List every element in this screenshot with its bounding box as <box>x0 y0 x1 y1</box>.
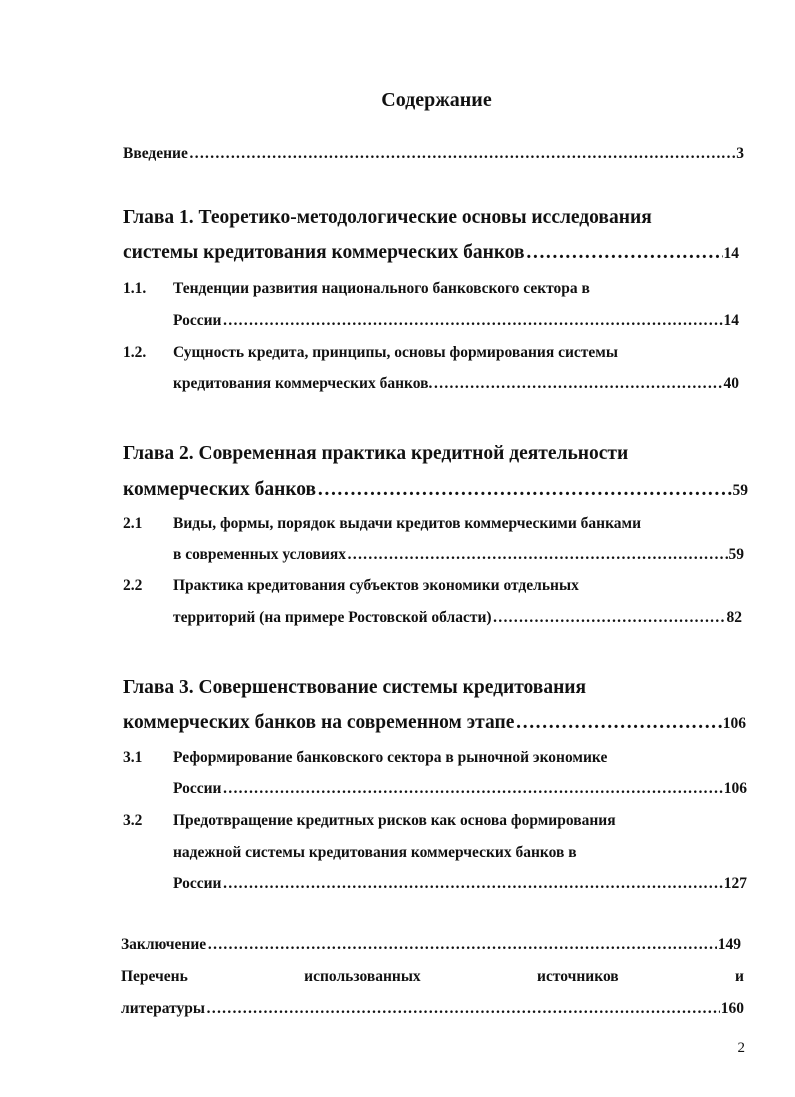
section-1-1-page: 14 <box>723 312 739 329</box>
section-2-1-page: 59 <box>728 546 744 563</box>
page-title: Содержание <box>381 89 492 111</box>
leader-dots <box>347 547 727 563</box>
section-1-2-page: 40 <box>723 375 739 392</box>
section-1-2-entry[interactable] <box>173 376 739 392</box>
chapter-1-entry[interactable] <box>123 243 739 263</box>
leader-dots <box>207 937 717 953</box>
chapter-2-page: 59 <box>732 482 748 499</box>
leader-dots <box>317 480 731 500</box>
toc-conclusion-page: 149 <box>717 936 741 953</box>
section-1-1-entry[interactable] <box>173 313 739 329</box>
toc-sources-entry[interactable] <box>121 1001 744 1017</box>
toc-sources-word-1: Перечень <box>121 968 188 985</box>
leader-dots <box>206 1001 720 1017</box>
section-3-1-number: 3.1 <box>123 749 143 766</box>
section-3-2-page: 127 <box>723 875 747 892</box>
section-2-1-number: 2.1 <box>123 515 143 532</box>
toc-conclusion-label: Заключение <box>121 936 207 953</box>
section-2-2-number: 2.2 <box>123 577 143 594</box>
toc-sources-word-2: использованных <box>304 968 421 985</box>
leader-dots <box>433 376 722 392</box>
chapter-1-title-cont: системы кредитования коммерческих банков <box>123 242 525 263</box>
toc-sources-word-3: источников <box>537 968 619 985</box>
section-3-2-title-cont: России <box>173 875 222 892</box>
chapter-3-page: 106 <box>722 715 746 732</box>
section-3-1-title-cont: России <box>173 780 222 797</box>
section-3-1-entry[interactable] <box>173 781 747 797</box>
toc-intro[interactable] <box>123 146 744 162</box>
leader-dots <box>515 713 721 733</box>
section-3-2-entry[interactable] <box>173 876 747 892</box>
chapter-1-page: 14 <box>723 245 739 262</box>
section-2-2-title-cont: территорий (на примере Ростовской области) <box>173 609 492 626</box>
toc-sources-label-cont: литературы <box>121 1000 205 1017</box>
toc-sources[interactable] <box>121 969 744 985</box>
section-3-2-title[interactable]: Предотвращение кредитных рисков как основа формирования <box>173 812 616 829</box>
toc-intro-page: …3 <box>720 145 744 162</box>
leader-dots <box>222 876 722 892</box>
chapter-1-title[interactable]: Глава 1. Теоретико-методологические основы исследования <box>123 207 652 228</box>
chapter-3-entry[interactable] <box>123 713 746 733</box>
toc-intro-label: Введение <box>123 145 188 162</box>
section-1-1-title[interactable]: Тенденции развития национального банковского сектора в <box>173 280 590 297</box>
section-3-2-number: 3.2 <box>123 812 143 829</box>
chapter-2-entry[interactable] <box>123 480 748 500</box>
leader-dots <box>189 146 720 162</box>
toc-sources-page: 160 <box>720 1000 744 1017</box>
leader-dots <box>222 313 722 329</box>
section-1-1-number: 1.1. <box>123 280 147 297</box>
toc-sources-word-4: и <box>735 968 744 985</box>
toc-conclusion[interactable] <box>121 937 741 953</box>
section-3-1-title[interactable]: Реформирование банковского сектора в рыночной экономике <box>173 749 608 766</box>
section-1-1-title-cont: России <box>173 312 222 329</box>
section-1-2-title-cont: кредитования коммерческих банков. <box>173 375 433 392</box>
leader-dots <box>222 781 722 797</box>
chapter-3-title[interactable]: Глава 3. Совершенствование системы кредитования <box>123 677 587 698</box>
chapter-3-title-cont: коммерческих банков на современном этапе <box>123 712 515 733</box>
section-2-1-title[interactable]: Виды, формы, порядок выдачи кредитов коммерческими банками <box>173 515 642 532</box>
section-3-2-title-line2[interactable]: надежной системы кредитования коммерческих банков в <box>173 844 577 861</box>
leader-dots <box>493 610 726 626</box>
chapter-2-title-cont: коммерческих банков <box>123 479 317 500</box>
page-number: 2 <box>737 1040 745 1056</box>
section-3-1-page: 106 <box>723 780 747 797</box>
section-2-1-entry[interactable] <box>173 547 744 563</box>
section-2-2-title[interactable]: Практика кредитования субъектов экономики отдельных <box>173 577 579 594</box>
section-1-2-title[interactable]: Сущность кредита, принципы, основы формирования системы <box>173 344 618 361</box>
leader-dots <box>526 243 723 263</box>
section-2-2-page: 82 <box>726 609 742 626</box>
chapter-2-title[interactable]: Глава 2. Современная практика кредитной деятельности <box>123 443 629 464</box>
section-2-1-title-cont: в современных условиях <box>173 546 347 563</box>
section-1-2-number: 1.2. <box>123 344 147 361</box>
section-2-2-entry[interactable] <box>173 610 742 626</box>
